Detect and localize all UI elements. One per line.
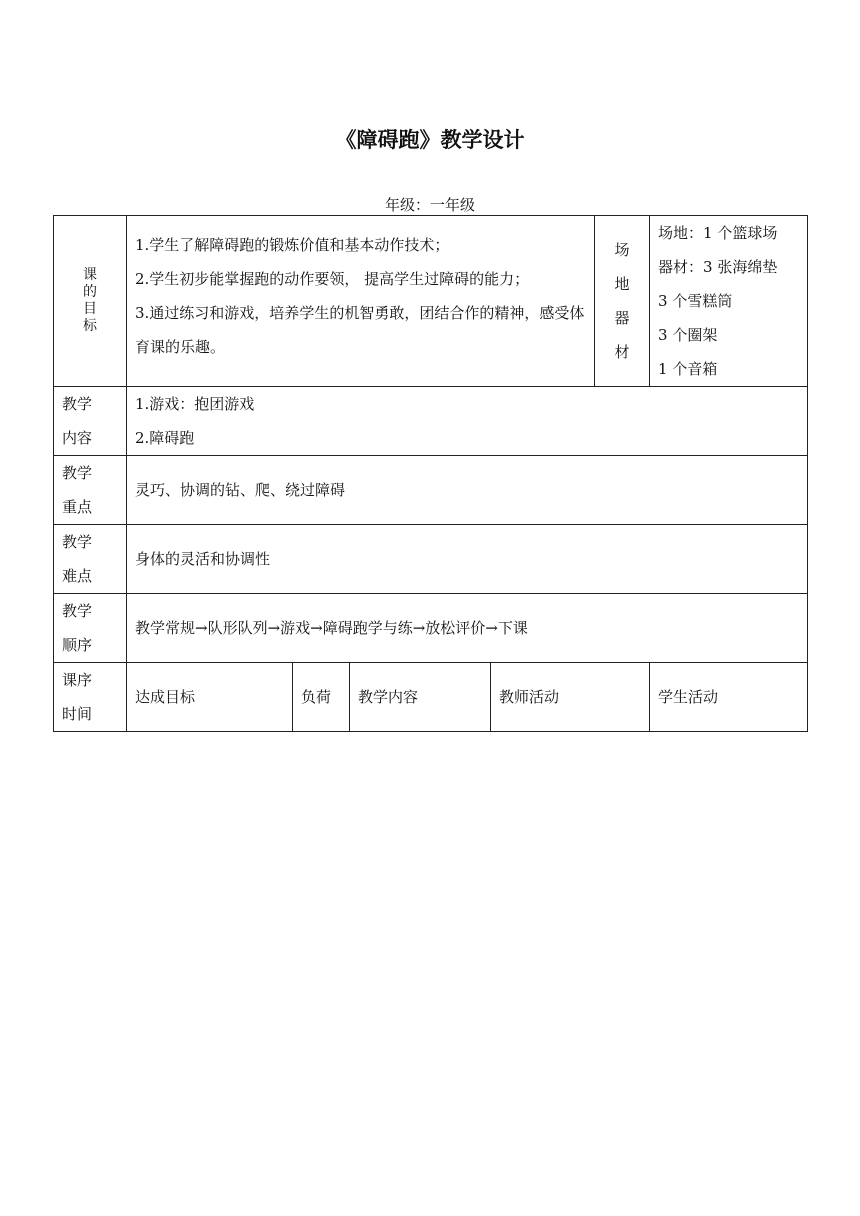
content-item: 2.障碍跑 — [135, 429, 195, 447]
schedule-label-line: 时间 — [62, 705, 93, 723]
objective-item: 1.学生了解障碍跑的锻炼价值和基本动作技术； — [135, 236, 450, 254]
schedule-label — [54, 663, 127, 732]
column-header-content: 教学内容 — [350, 663, 491, 732]
sequence-row — [54, 594, 808, 663]
equipment-item: 1 个音箱 — [658, 360, 718, 378]
objectives-label-char: 目 — [83, 301, 97, 317]
content-row — [54, 387, 808, 456]
objectives-cell — [127, 216, 595, 387]
equipment-label-char: 地 — [614, 275, 630, 293]
equipment-item: 3 个圈架 — [658, 326, 718, 344]
difficulty-label-line: 难点 — [62, 567, 93, 585]
lesson-plan-table — [53, 215, 808, 732]
equipment-item: 3 个雪糕筒 — [658, 292, 733, 310]
equipment-item: 场地：1 个篮球场 — [658, 224, 778, 242]
difficulty-label-line: 教学 — [62, 533, 93, 551]
objective-item: 2.学生初步能掌握跑的动作要领， 提高学生过障碍的能力； — [135, 270, 530, 288]
sequence-cell: 教学常规→队形队列→游戏→障碍跑学与练→放松评价→下课 — [127, 594, 808, 663]
objectives-row — [54, 216, 808, 387]
equipment-item: 器材：3 张海绵垫 — [658, 258, 778, 276]
equipment-cell — [650, 216, 808, 387]
content-cell — [127, 387, 808, 456]
objective-item: 3.通过练习和游戏，培养学生的机智勇敢，团结合作的精神，感受体育课的乐趣。 — [135, 304, 585, 356]
equipment-label-char: 场 — [614, 241, 630, 259]
objectives-label-char: 课 — [83, 267, 97, 283]
keypoints-label — [54, 456, 127, 525]
difficulty-label — [54, 525, 127, 594]
equipment-label-char: 材 — [614, 343, 630, 361]
equipment-label — [595, 216, 650, 387]
objectives-label-char: 标 — [83, 318, 97, 334]
column-header-goal: 达成目标 — [127, 663, 293, 732]
keypoints-row — [54, 456, 808, 525]
equipment-label-char: 器 — [614, 309, 630, 327]
column-header-teacher: 教师活动 — [491, 663, 650, 732]
schedule-label-line: 课序 — [62, 671, 93, 689]
column-header-student: 学生活动 — [650, 663, 808, 732]
content-label — [54, 387, 127, 456]
content-label-line: 内容 — [62, 429, 93, 447]
column-header-load: 负荷 — [293, 663, 350, 732]
keypoints-cell: 灵巧、协调的钻、爬、绕过障碍 — [127, 456, 808, 525]
sequence-label-line: 教学 — [62, 602, 93, 620]
content-label-line: 教学 — [62, 395, 93, 413]
sequence-label — [54, 594, 127, 663]
keypoints-label-line: 重点 — [62, 498, 93, 516]
sequence-label-line: 顺序 — [62, 636, 93, 654]
schedule-header-row — [54, 663, 808, 732]
objectives-label-char: 的 — [83, 284, 97, 300]
difficulty-cell: 身体的灵活和协调性 — [127, 525, 808, 594]
keypoints-label-line: 教学 — [62, 464, 93, 482]
document-title: 《障碍跑》教学设计 — [335, 128, 525, 152]
objectives-label — [54, 216, 127, 387]
grade-label: 年级：一年级 — [384, 196, 475, 214]
difficulty-row — [54, 525, 808, 594]
content-item: 1.游戏：抱团游戏 — [135, 395, 255, 413]
